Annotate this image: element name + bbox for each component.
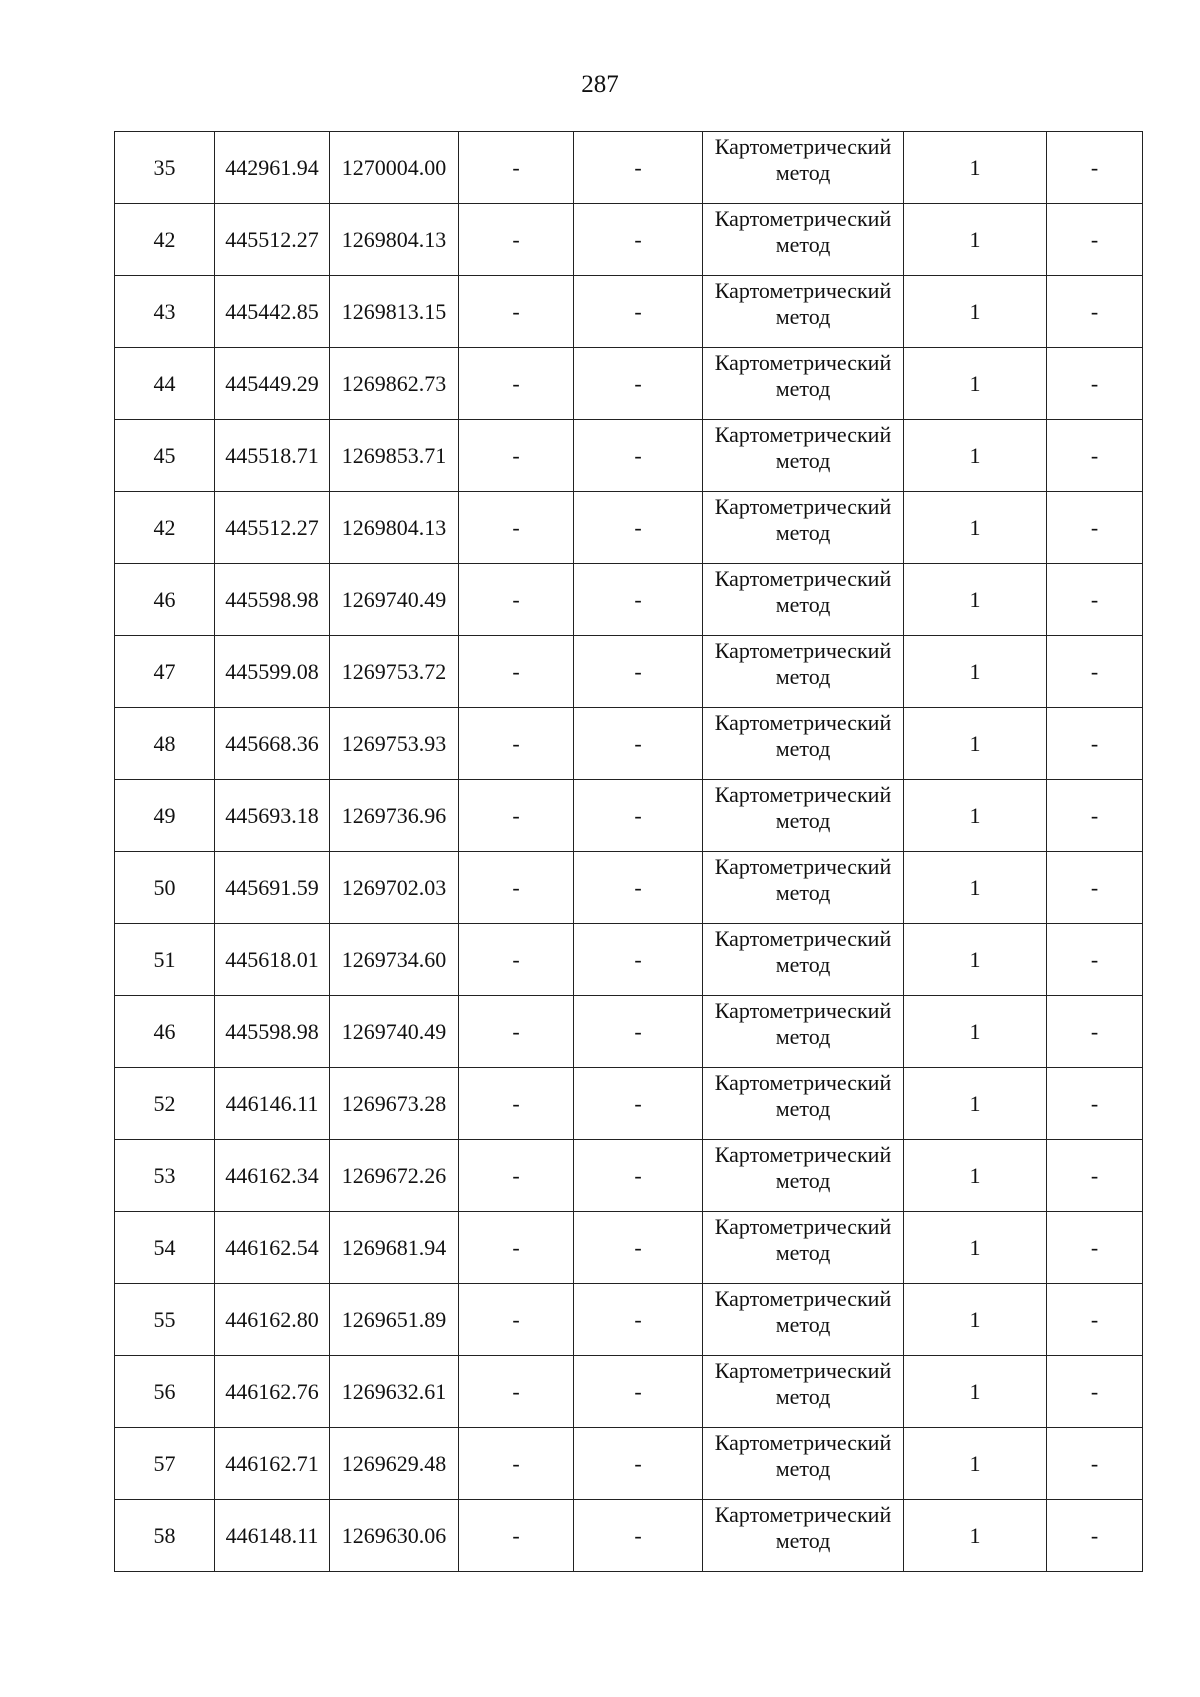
column-5-cell: -	[574, 1500, 703, 1572]
y-coordinate-cell: 1269651.89	[330, 1284, 459, 1356]
x-coordinate-cell: 445668.36	[215, 708, 330, 780]
point-number-cell: 45	[115, 420, 215, 492]
column-4-cell: -	[459, 1428, 574, 1500]
point-number-cell: 47	[115, 636, 215, 708]
column-5-cell: -	[574, 1284, 703, 1356]
point-number-cell: 57	[115, 1428, 215, 1500]
column-7-cell: 1	[904, 996, 1047, 1068]
x-coordinate-cell: 442961.94	[215, 132, 330, 204]
y-coordinate-cell: 1269673.28	[330, 1068, 459, 1140]
column-8-cell: -	[1047, 852, 1143, 924]
column-5-cell: -	[574, 492, 703, 564]
method-line-1: Картометрический	[714, 494, 892, 519]
table-row	[115, 1212, 1143, 1284]
method-cell	[703, 1356, 904, 1428]
method-cell	[703, 708, 904, 780]
column-8-cell: -	[1047, 924, 1143, 996]
method-line-2: метод	[775, 160, 831, 185]
column-5-cell: -	[574, 276, 703, 348]
column-8-cell: -	[1047, 1356, 1143, 1428]
method-cell	[703, 348, 904, 420]
column-5-cell: -	[574, 132, 703, 204]
method-line-1: Картометрический	[714, 278, 892, 303]
column-5-cell: -	[574, 1356, 703, 1428]
column-4-cell: -	[459, 348, 574, 420]
method-line-2: метод	[775, 304, 831, 329]
method-cell	[703, 1140, 904, 1212]
column-8-cell: -	[1047, 420, 1143, 492]
x-coordinate-cell: 445512.27	[215, 204, 330, 276]
column-8-cell: -	[1047, 1284, 1143, 1356]
column-4-cell: -	[459, 1500, 574, 1572]
column-7-cell: 1	[904, 924, 1047, 996]
method-line-1: Картометрический	[714, 134, 892, 159]
x-coordinate-cell: 446162.54	[215, 1212, 330, 1284]
method-line-1: Картометрический	[714, 566, 892, 591]
method-line-2: метод	[775, 1384, 831, 1409]
column-8-cell: -	[1047, 636, 1143, 708]
column-5-cell: -	[574, 1212, 703, 1284]
column-7-cell: 1	[904, 1428, 1047, 1500]
method-line-1: Картометрический	[714, 782, 892, 807]
point-number-cell: 44	[115, 348, 215, 420]
y-coordinate-cell: 1269753.93	[330, 708, 459, 780]
y-coordinate-cell: 1269736.96	[330, 780, 459, 852]
column-7-cell: 1	[904, 1068, 1047, 1140]
x-coordinate-cell: 445518.71	[215, 420, 330, 492]
method-cell	[703, 636, 904, 708]
point-number-cell: 46	[115, 564, 215, 636]
table-row	[115, 492, 1143, 564]
method-cell	[703, 924, 904, 996]
y-coordinate-cell: 1269734.60	[330, 924, 459, 996]
table-row	[115, 708, 1143, 780]
method-line-2: метод	[775, 664, 831, 689]
column-7-cell: 1	[904, 348, 1047, 420]
y-coordinate-cell: 1269804.13	[330, 204, 459, 276]
y-coordinate-cell: 1269632.61	[330, 1356, 459, 1428]
method-line-1: Картометрический	[714, 1430, 892, 1455]
column-4-cell: -	[459, 276, 574, 348]
column-5-cell: -	[574, 924, 703, 996]
x-coordinate-cell: 445691.59	[215, 852, 330, 924]
column-4-cell: -	[459, 924, 574, 996]
point-number-cell: 42	[115, 204, 215, 276]
column-7-cell: 1	[904, 780, 1047, 852]
coordinates-table	[114, 131, 1143, 1572]
table-row	[115, 564, 1143, 636]
column-4-cell: -	[459, 708, 574, 780]
method-line-1: Картометрический	[714, 206, 892, 231]
column-7-cell: 1	[904, 132, 1047, 204]
method-cell	[703, 204, 904, 276]
y-coordinate-cell: 1269740.49	[330, 996, 459, 1068]
table-row	[115, 276, 1143, 348]
y-coordinate-cell: 1269629.48	[330, 1428, 459, 1500]
column-7-cell: 1	[904, 1500, 1047, 1572]
method-line-2: метод	[775, 880, 831, 905]
column-5-cell: -	[574, 420, 703, 492]
x-coordinate-cell: 446146.11	[215, 1068, 330, 1140]
method-cell	[703, 852, 904, 924]
column-8-cell: -	[1047, 780, 1143, 852]
point-number-cell: 48	[115, 708, 215, 780]
column-8-cell: -	[1047, 276, 1143, 348]
column-7-cell: 1	[904, 564, 1047, 636]
point-number-cell: 53	[115, 1140, 215, 1212]
method-line-2: метод	[775, 1312, 831, 1337]
x-coordinate-cell: 445598.98	[215, 564, 330, 636]
column-8-cell: -	[1047, 132, 1143, 204]
table-row	[115, 924, 1143, 996]
column-4-cell: -	[459, 1284, 574, 1356]
method-cell	[703, 1428, 904, 1500]
method-cell	[703, 564, 904, 636]
column-5-cell: -	[574, 564, 703, 636]
x-coordinate-cell: 446162.80	[215, 1284, 330, 1356]
column-4-cell: -	[459, 780, 574, 852]
table-row	[115, 204, 1143, 276]
y-coordinate-cell: 1269804.13	[330, 492, 459, 564]
column-8-cell: -	[1047, 564, 1143, 636]
column-5-cell: -	[574, 204, 703, 276]
y-coordinate-cell: 1269853.71	[330, 420, 459, 492]
column-8-cell: -	[1047, 1212, 1143, 1284]
table-body	[115, 132, 1143, 1572]
column-5-cell: -	[574, 1140, 703, 1212]
method-line-2: метод	[775, 1024, 831, 1049]
column-7-cell: 1	[904, 708, 1047, 780]
method-cell	[703, 1068, 904, 1140]
x-coordinate-cell: 445693.18	[215, 780, 330, 852]
x-coordinate-cell: 445599.08	[215, 636, 330, 708]
point-number-cell: 43	[115, 276, 215, 348]
method-line-2: метод	[775, 736, 831, 761]
method-line-2: метод	[775, 1456, 831, 1481]
column-4-cell: -	[459, 636, 574, 708]
column-4-cell: -	[459, 1212, 574, 1284]
point-number-cell: 56	[115, 1356, 215, 1428]
column-8-cell: -	[1047, 1068, 1143, 1140]
method-cell	[703, 996, 904, 1068]
x-coordinate-cell: 446148.11	[215, 1500, 330, 1572]
page-number: 287	[581, 71, 619, 98]
column-5-cell: -	[574, 708, 703, 780]
x-coordinate-cell: 446162.71	[215, 1428, 330, 1500]
method-cell	[703, 420, 904, 492]
y-coordinate-cell: 1269740.49	[330, 564, 459, 636]
method-line-1: Картометрический	[714, 422, 892, 447]
method-line-2: метод	[775, 1240, 831, 1265]
x-coordinate-cell: 445512.27	[215, 492, 330, 564]
table-row	[115, 1356, 1143, 1428]
method-line-1: Картометрический	[714, 1070, 892, 1095]
method-line-1: Картометрический	[714, 1358, 892, 1383]
column-7-cell: 1	[904, 276, 1047, 348]
method-cell	[703, 1500, 904, 1572]
column-7-cell: 1	[904, 1356, 1047, 1428]
table-row	[115, 1068, 1143, 1140]
column-8-cell: -	[1047, 1500, 1143, 1572]
column-5-cell: -	[574, 1428, 703, 1500]
method-line-2: метод	[775, 232, 831, 257]
table-row	[115, 780, 1143, 852]
method-line-1: Картометрический	[714, 1502, 892, 1527]
column-5-cell: -	[574, 348, 703, 420]
method-line-2: метод	[775, 952, 831, 977]
x-coordinate-cell: 445618.01	[215, 924, 330, 996]
column-8-cell: -	[1047, 708, 1143, 780]
y-coordinate-cell: 1269672.26	[330, 1140, 459, 1212]
method-line-2: метод	[775, 592, 831, 617]
column-4-cell: -	[459, 204, 574, 276]
table-row	[115, 996, 1143, 1068]
method-line-2: метод	[775, 520, 831, 545]
column-7-cell: 1	[904, 1140, 1047, 1212]
table-row	[115, 132, 1143, 204]
point-number-cell: 42	[115, 492, 215, 564]
column-4-cell: -	[459, 1356, 574, 1428]
y-coordinate-cell: 1269753.72	[330, 636, 459, 708]
table-row	[115, 636, 1143, 708]
method-line-1: Картометрический	[714, 926, 892, 951]
column-7-cell: 1	[904, 420, 1047, 492]
method-line-2: метод	[775, 808, 831, 833]
column-8-cell: -	[1047, 1428, 1143, 1500]
y-coordinate-cell: 1269630.06	[330, 1500, 459, 1572]
column-4-cell: -	[459, 492, 574, 564]
point-number-cell: 58	[115, 1500, 215, 1572]
column-4-cell: -	[459, 996, 574, 1068]
x-coordinate-cell: 446162.34	[215, 1140, 330, 1212]
method-cell	[703, 492, 904, 564]
column-4-cell: -	[459, 564, 574, 636]
column-7-cell: 1	[904, 1284, 1047, 1356]
point-number-cell: 50	[115, 852, 215, 924]
method-cell	[703, 132, 904, 204]
table-row	[115, 1428, 1143, 1500]
x-coordinate-cell: 445442.85	[215, 276, 330, 348]
method-cell	[703, 1212, 904, 1284]
point-number-cell: 49	[115, 780, 215, 852]
method-line-1: Картометрический	[714, 710, 892, 735]
column-8-cell: -	[1047, 1140, 1143, 1212]
column-8-cell: -	[1047, 204, 1143, 276]
method-line-1: Картометрический	[714, 350, 892, 375]
y-coordinate-cell: 1269702.03	[330, 852, 459, 924]
x-coordinate-cell: 446162.76	[215, 1356, 330, 1428]
method-line-1: Картометрический	[714, 998, 892, 1023]
method-line-2: метод	[775, 376, 831, 401]
method-line-2: метод	[775, 1096, 831, 1121]
column-5-cell: -	[574, 996, 703, 1068]
column-8-cell: -	[1047, 492, 1143, 564]
y-coordinate-cell: 1269813.15	[330, 276, 459, 348]
column-8-cell: -	[1047, 348, 1143, 420]
y-coordinate-cell: 1269862.73	[330, 348, 459, 420]
method-line-2: метод	[775, 448, 831, 473]
method-cell	[703, 276, 904, 348]
column-5-cell: -	[574, 852, 703, 924]
table-row	[115, 1284, 1143, 1356]
method-line-1: Картометрический	[714, 1142, 892, 1167]
point-number-cell: 46	[115, 996, 215, 1068]
column-4-cell: -	[459, 1140, 574, 1212]
method-line-2: метод	[775, 1528, 831, 1553]
method-line-1: Картометрический	[714, 638, 892, 663]
column-7-cell: 1	[904, 636, 1047, 708]
point-number-cell: 35	[115, 132, 215, 204]
point-number-cell: 54	[115, 1212, 215, 1284]
point-number-cell: 51	[115, 924, 215, 996]
column-5-cell: -	[574, 1068, 703, 1140]
table-row	[115, 420, 1143, 492]
x-coordinate-cell: 445598.98	[215, 996, 330, 1068]
method-line-1: Картометрический	[714, 1286, 892, 1311]
column-4-cell: -	[459, 852, 574, 924]
method-cell	[703, 1284, 904, 1356]
column-7-cell: 1	[904, 852, 1047, 924]
method-line-1: Картометрический	[714, 854, 892, 879]
table-row	[115, 852, 1143, 924]
column-5-cell: -	[574, 780, 703, 852]
column-7-cell: 1	[904, 492, 1047, 564]
table-row	[115, 348, 1143, 420]
point-number-cell: 52	[115, 1068, 215, 1140]
y-coordinate-cell: 1270004.00	[330, 132, 459, 204]
column-5-cell: -	[574, 636, 703, 708]
method-cell	[703, 780, 904, 852]
column-7-cell: 1	[904, 1212, 1047, 1284]
method-line-1: Картометрический	[714, 1214, 892, 1239]
column-4-cell: -	[459, 420, 574, 492]
column-8-cell: -	[1047, 996, 1143, 1068]
table-row	[115, 1140, 1143, 1212]
column-4-cell: -	[459, 132, 574, 204]
method-line-2: метод	[775, 1168, 831, 1193]
table-row	[115, 1500, 1143, 1572]
column-7-cell: 1	[904, 204, 1047, 276]
y-coordinate-cell: 1269681.94	[330, 1212, 459, 1284]
point-number-cell: 55	[115, 1284, 215, 1356]
column-4-cell: -	[459, 1068, 574, 1140]
x-coordinate-cell: 445449.29	[215, 348, 330, 420]
